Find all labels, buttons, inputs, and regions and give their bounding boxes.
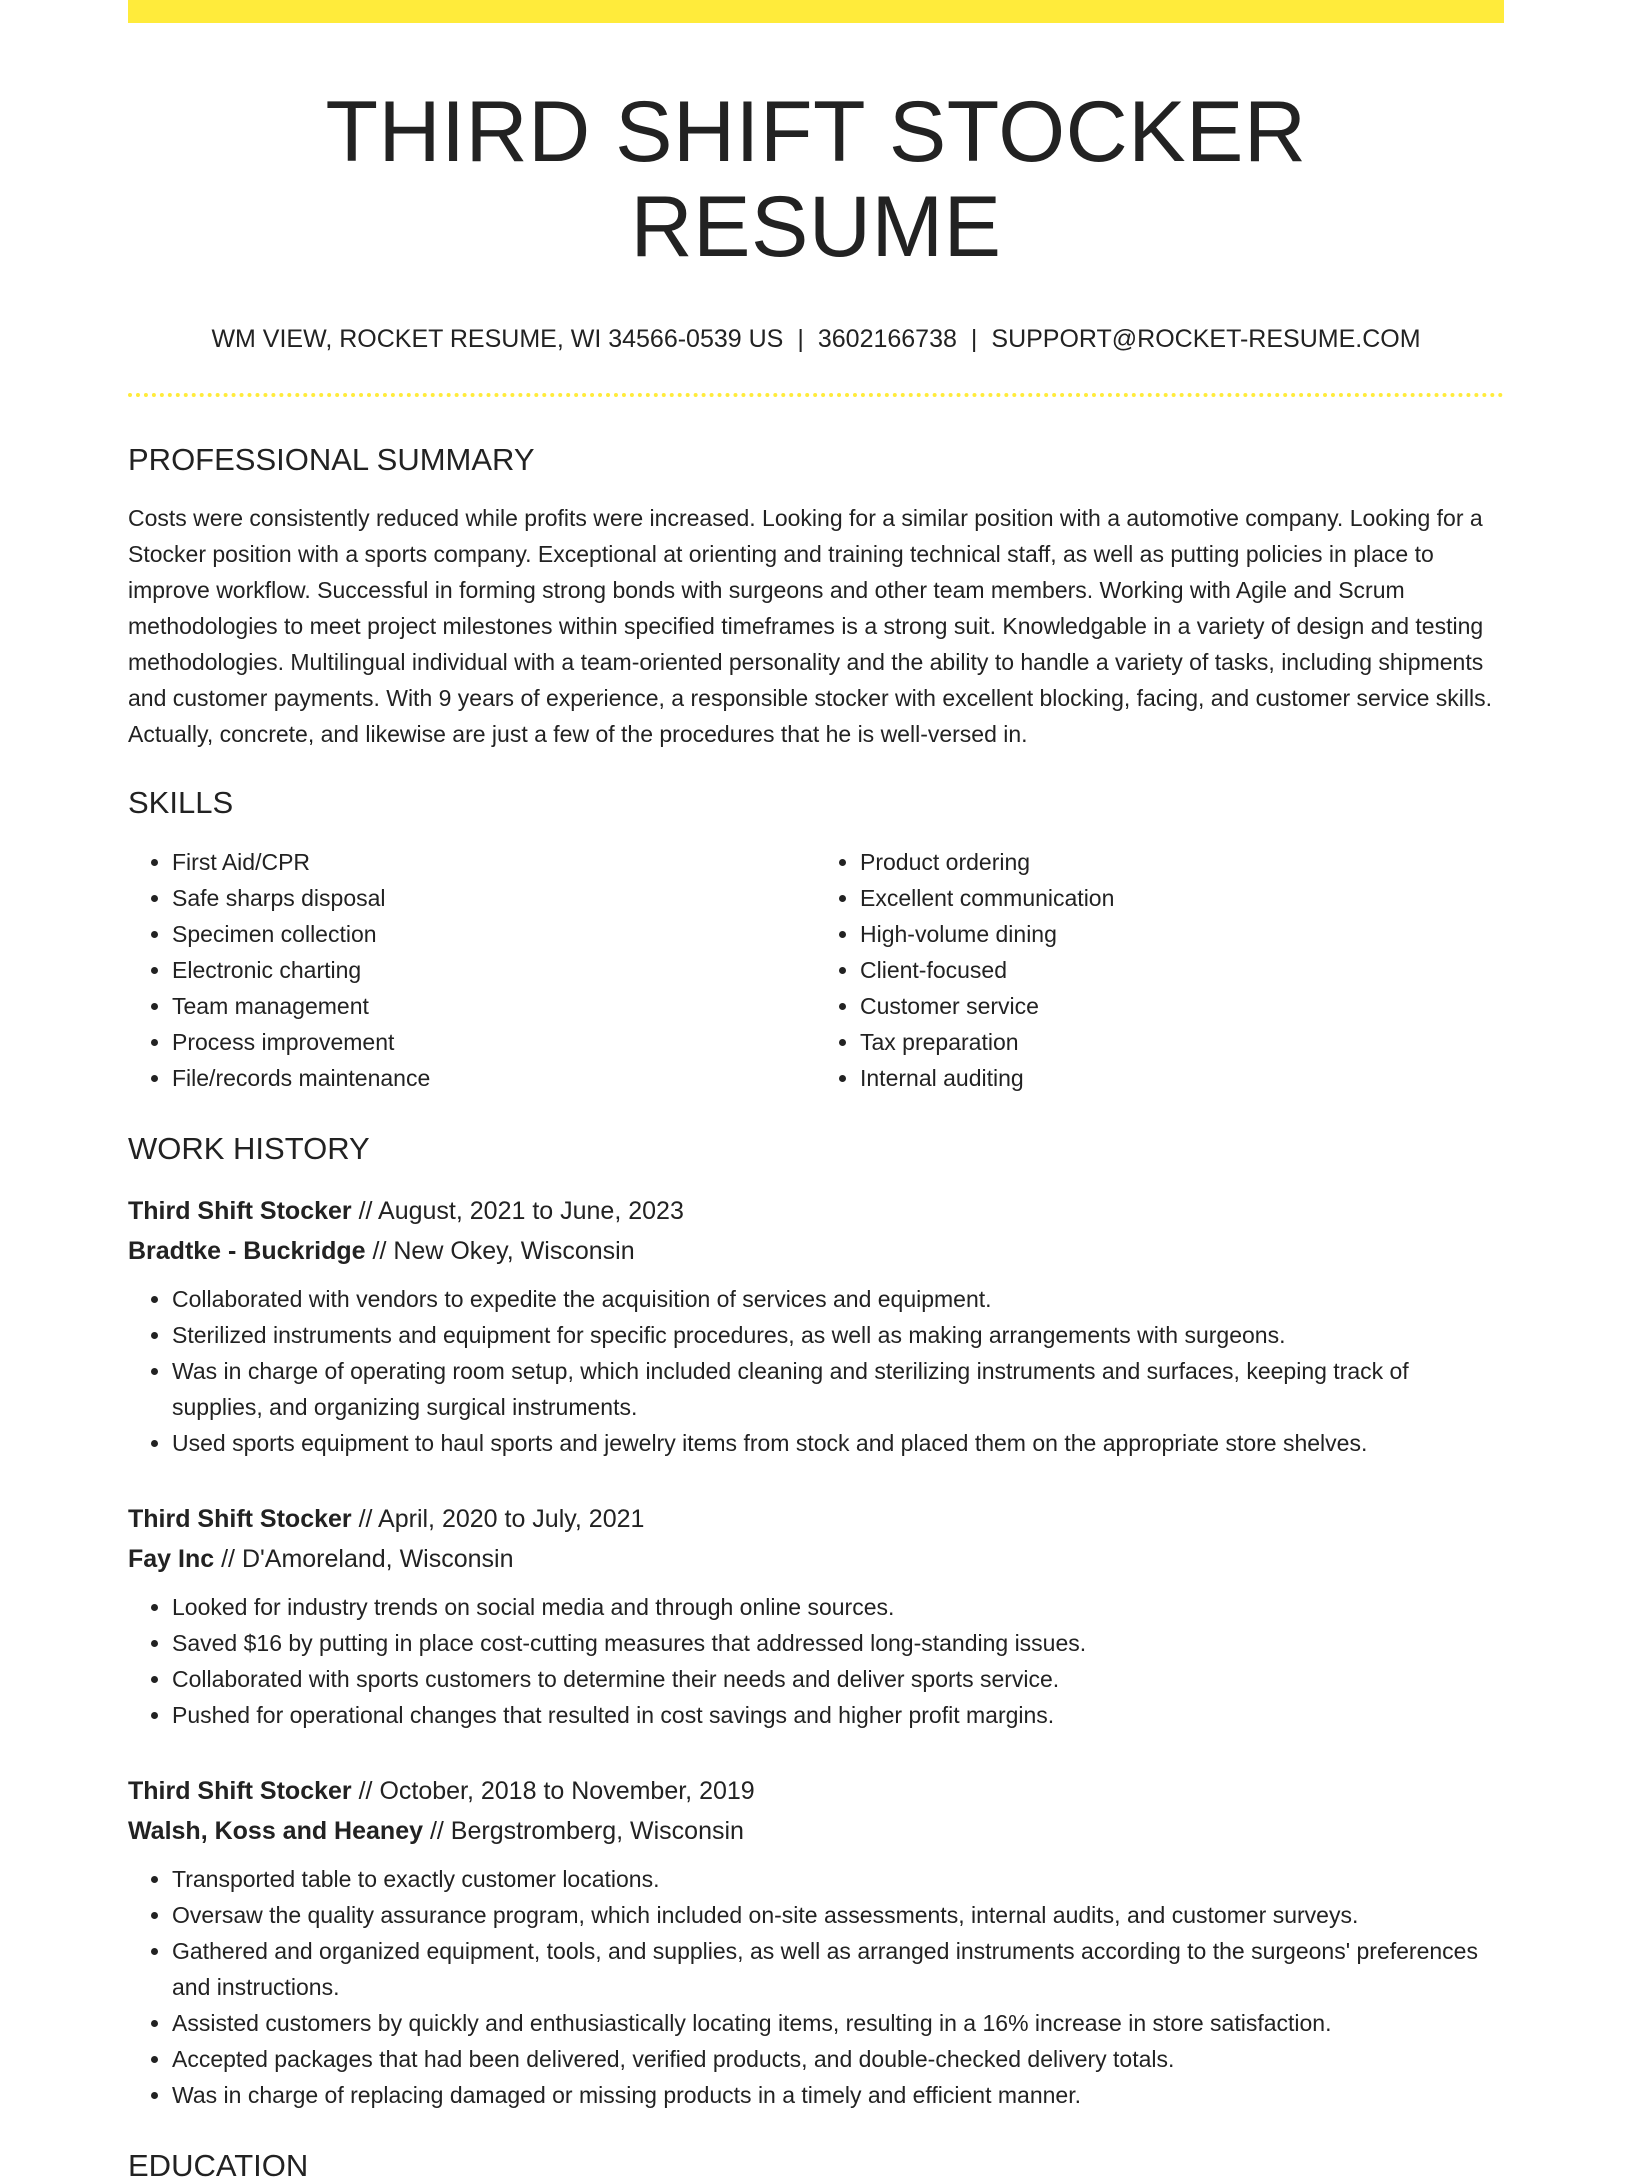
job-delimiter: //: [214, 1544, 242, 1573]
summary-heading: PROFESSIONAL SUMMARY: [128, 442, 535, 478]
summary-text: Costs were consistently reduced while profits were increased. Looking for a similar position with a automotive company. Looking for a Stocker position with a sports company. Exceptional at orienting and training technical staff, as well as putting policies in place to improve workflow. Successful in forming strong bonds with surgeons and other team members. Working with Agile and Scrum methodologies to meet project milestones within specified timeframes is a strong suit. Knowledgable in a variety of design and testing methodologies. Multilingual individual with a team-oriented personality and the ability to handle a variety of tasks, including shipments and customer payments. With 9 years of experience, a responsible stocker with excellent blocking, facing, and customer service skills. Actually, concrete, and likewise are just a few of the procedures that he is well-versed in.: [128, 505, 1493, 748]
resume-page: [128, 0, 1504, 2184]
contact-email: SUPPORT@ROCKET-RESUME.COM: [991, 325, 1421, 354]
skill-item: • Customer service: [860, 988, 1504, 1024]
job-dates: October, 2018 to November, 2019: [379, 1776, 755, 1805]
job-role: Third Shift Stocker: [128, 1504, 352, 1533]
skill-item: • Specimen collection: [172, 916, 816, 952]
job-company: Fay Inc: [128, 1544, 215, 1573]
job-bullet: • Accepted packages that had been delivered, verified products, and double-checked delivery totals.: [172, 2041, 1504, 2077]
page-title: THIRD SHIFT STOCKER RESUME: [325, 84, 1307, 275]
job-bullets: [128, 1589, 1504, 1733]
skill-item: • First Aid/CPR: [172, 844, 816, 880]
job-bullet: • Sterilized instruments and equipment for specific procedures, as well as making arrangements with surgeons.: [172, 1317, 1504, 1353]
skills-columns: [128, 844, 1504, 1096]
job-company-line: [128, 1231, 1504, 1271]
contact-separator: |: [970, 325, 978, 354]
education-heading: EDUCATION: [128, 2147, 309, 2183]
job-company: Bradtke - Buckridge: [128, 1236, 366, 1265]
job-bullet: • Looked for industry trends on social media and through online sources.: [172, 1589, 1504, 1625]
skill-item: • High-volume dining: [860, 916, 1504, 952]
job-role: Third Shift Stocker: [128, 1196, 352, 1225]
job-bullet: • Collaborated with vendors to expedite the acquisition of services and equipment.: [172, 1281, 1504, 1317]
job-role: Third Shift Stocker: [128, 1776, 352, 1805]
job-role-line: [128, 1191, 1504, 1231]
job-location: D'Amoreland, Wisconsin: [241, 1544, 514, 1573]
job-bullet: • Collaborated with sports customers to determine their needs and deliver sports service.: [172, 1661, 1504, 1697]
job-bullet: • Was in charge of replacing damaged or missing products in a timely and efficient manner.: [172, 2077, 1504, 2113]
job-bullet: • Was in charge of operating room setup, which included cleaning and sterilizing instruments and surfaces, keeping track of supplies, and organizing surgical instruments.: [172, 1353, 1504, 1425]
job-role-line: [128, 1499, 1504, 1539]
skill-item: • File/records maintenance: [172, 1060, 816, 1096]
job-company-line: [128, 1539, 1504, 1579]
job-delimiter: //: [423, 1816, 451, 1845]
job-bullet: • Saved $16 by putting in place cost-cutting measures that addressed long-standing issues.: [172, 1625, 1504, 1661]
job-bullet: • Transported table to exactly customer locations.: [172, 1861, 1504, 1897]
job-dates: August, 2021 to June, 2023: [378, 1196, 684, 1225]
skills-list-right: [816, 844, 1504, 1096]
contact-phone: 3602166738: [817, 325, 957, 354]
job-dates: April, 2020 to July, 2021: [378, 1504, 645, 1533]
job-location: New Okey, Wisconsin: [393, 1236, 635, 1265]
top-accent-bar: [128, 0, 1504, 23]
skill-item: • Team management: [172, 988, 816, 1024]
job-company-line: [128, 1811, 1504, 1851]
job-delimiter: //: [365, 1236, 394, 1265]
job-bullet: • Oversaw the quality assurance program, which included on-site assessments, internal audits, and customer surveys.: [172, 1897, 1504, 1933]
job-entry: [128, 1771, 1504, 2113]
skill-item: • Tax preparation: [860, 1024, 1504, 1060]
job-bullet: • Used sports equipment to haul sports and jewelry items from stock and placed them on the appropriate store shelves.: [172, 1425, 1504, 1461]
contact-address: WM VIEW, ROCKET RESUME, WI 34566-0539 US: [211, 325, 784, 354]
work-history-heading: WORK HISTORY: [128, 1130, 370, 1166]
job-bullets: [128, 1861, 1504, 2113]
job-company: Walsh, Koss and Heaney: [128, 1816, 423, 1845]
skill-item: • Client-focused: [860, 952, 1504, 988]
contact-line: [128, 324, 1504, 354]
job-entry: [128, 1191, 1504, 1461]
skill-item: • Process improvement: [172, 1024, 816, 1060]
job-role-line: [128, 1771, 1504, 1811]
skill-item: • Safe sharps disposal: [172, 880, 816, 916]
job-entry: [128, 1499, 1504, 1733]
skill-item: • Electronic charting: [172, 952, 816, 988]
job-delimiter: //: [351, 1776, 380, 1805]
skills-heading: SKILLS: [128, 785, 234, 821]
header-divider: [128, 393, 1504, 397]
job-bullet: • Pushed for operational changes that resulted in cost savings and higher profit margins.: [172, 1697, 1504, 1733]
job-bullets: [128, 1281, 1504, 1461]
skill-item: • Excellent communication: [860, 880, 1504, 916]
skill-item: • Internal auditing: [860, 1060, 1504, 1096]
skills-list-left: [128, 844, 816, 1096]
skill-item: • Product ordering: [860, 844, 1504, 880]
job-bullet: • Assisted customers by quickly and enthusiastically locating items, resulting in a 16% increase in store satisfaction.: [172, 2005, 1504, 2041]
job-location: Bergstromberg, Wisconsin: [450, 1816, 744, 1845]
job-delimiter: //: [351, 1196, 379, 1225]
job-bullet: • Gathered and organized equipment, tools, and supplies, as well as arranged instruments according to the surgeons' preferences and instructions.: [172, 1933, 1504, 2005]
job-delimiter: //: [351, 1504, 379, 1533]
contact-separator: |: [797, 325, 804, 354]
